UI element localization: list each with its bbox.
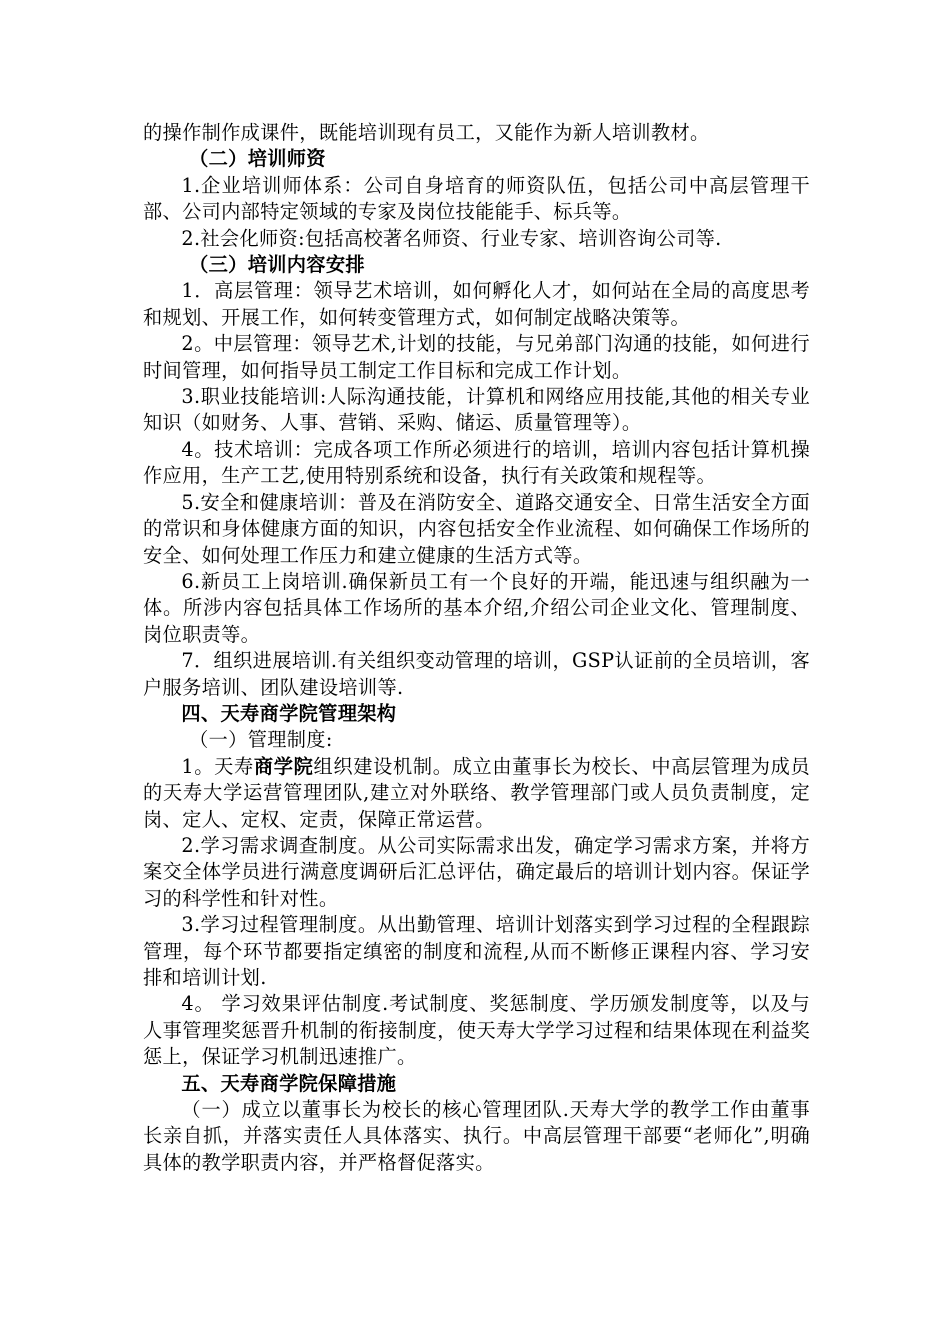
- paragraph-content-3: 3.职业技能培训:人际沟通技能，计算机和网络应用技能,其他的相关专业知识（如财务、人事、营销、采购、储运、质量管理等）。: [143, 385, 810, 435]
- heading-section-4: 四、天寿商学院管理架构: [181, 701, 397, 725]
- document-page: [143, 120, 810, 1176]
- paragraph-content-5: 5.安全和健康培训：普及在消防安全、道路交通安全、日常生活安全方面的常识和身体健康方面的知识，内容包括安全作业流程、如何确保工作场所的安全、如何处理工作压力和建立健康的生活方式等。: [143, 490, 810, 567]
- paragraph-content-4: 4。技术培训：完成各项工作所必须进行的培训，培训内容包括计算机操作应用，生产工艺,使用特别系统和设备，执行有关政策和规程等。: [143, 437, 810, 488]
- paragraph-trainers-1: 1.企业培训师体系：公司自身培育的师资队伍，包括公司中高层管理干部、公司内部特定领域的专家及岗位技能能手、标兵等。: [143, 173, 810, 224]
- management-1-bold-term: 商学院: [253, 754, 314, 778]
- heading-training-content: （三）培训内容安排: [189, 253, 365, 277]
- paragraph-trainers-2: 2.社会化师资:包括高校著名师资、行业专家、培训咨询公司等.: [181, 226, 722, 250]
- heading-section-5: 五、天寿商学院保障措施: [181, 1071, 397, 1095]
- paragraph-management-3: 3.学习过程管理制度。从出勤管理、培训计划落实到学习过程的全程跟踪管理，每个环节都要指定缜密的制度和流程,从而不断修正课程内容、学习安排和培训计划.: [143, 913, 810, 989]
- paragraph-content-2: 2。中层管理：领导艺术,计划的技能，与兄弟部门沟通的技能，如何进行时间管理，如何指导员工制定工作目标和完成工作计划。: [143, 332, 810, 382]
- paragraph-management-1: [143, 754, 810, 833]
- paragraph-intro: 的操作制作成课件，既能培训现有员工，又能作为新人培训教材。: [143, 121, 710, 144]
- management-1-prefix: 1。天寿: [181, 754, 254, 778]
- paragraph-content-6: 6.新员工上岗培训.确保新员工有一个良好的开端，能迅速与组织融为一体。所涉内容包括具体工作场所的基本介绍,介绍公司企业文化、管理制度、岗位职责等。: [143, 569, 810, 646]
- heading-trainers: （二）培训师资: [189, 147, 326, 171]
- paragraph-content-1: 1．高层管理：领导艺术培训，如何孵化人才，如何站在全局的高度思考和规划、开展工作，如何转变管理方式，如何制定战略决策等。: [143, 279, 810, 329]
- management-1-rest: 组织建设机制。成立由董事长为校长、中高层管理为成员的天寿大学运营管理团队,建立对外联络、教学管理部门或人员负责制度，定岗、定人、定权、定责，保障正常运营。: [143, 754, 810, 831]
- paragraph-guarantee-1: （一）成立以董事长为校长的核心管理团队.天寿大学的教学工作由董事长亲自抓，并落实责任人具体落实、执行。中高层管理干部要“老师化”,明确具体的教学职责内容，并严格督促落实。: [143, 1098, 810, 1174]
- subheading-management-system: （一）管理制度:: [189, 728, 333, 752]
- paragraph-management-4: 4。 学习效果评估制度.考试制度、奖惩制度、学历颁发制度等，以及与人事管理奖惩晋升机制的衔接制度，使天寿大学学习过程和结果体现在利益奖惩上，保证学习机制迅速推广。: [143, 992, 810, 1069]
- paragraph-content-7: 7．组织进展培训.有关组织变动管理的培训，GSP认证前的全员培训，客户服务培训、团队建设培训等.: [143, 649, 810, 699]
- paragraph-management-2: 2.学习需求调查制度。从公司实际需求出发，确定学习需求方案，并将方案交全体学员进行满意度调研后汇总评估，确定最后的培训计划内容。保证学习的科学性和针对性。: [143, 833, 810, 910]
